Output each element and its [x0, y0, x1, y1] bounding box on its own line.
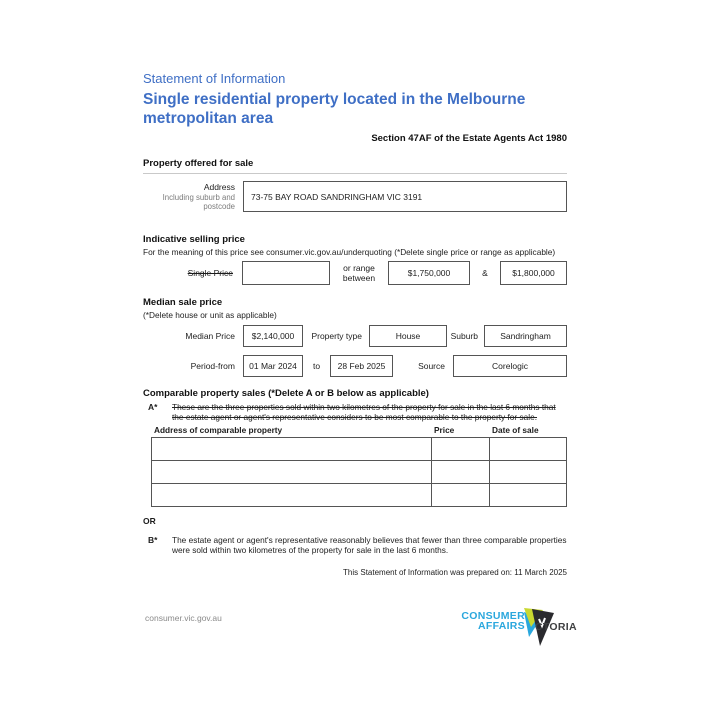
section-heading-indicative-price: Indicative selling price [143, 234, 245, 245]
page-title: Single residential property located in the Melbourne metropolitan area [143, 91, 526, 127]
ampersand-label: & [482, 268, 488, 278]
single-price-label: Single Price [187, 268, 233, 278]
suburb-field[interactable]: Sandringham [484, 325, 567, 347]
period-from-label: Period-from [190, 361, 235, 371]
median-price-label: Median Price [185, 331, 235, 341]
median-price-field[interactable]: $2,140,000 [243, 325, 303, 347]
section-heading-property: Property offered for sale [143, 158, 567, 174]
property-type-field[interactable]: House [369, 325, 447, 347]
address-sublabel: Including suburb and postcode [162, 193, 235, 211]
section-heading-median-price: Median sale price [143, 297, 223, 308]
col-header-price: Price [434, 425, 455, 435]
doc-eyebrow: Statement of Information [143, 71, 286, 86]
source-field[interactable]: Corelogic [453, 355, 567, 377]
address-label: Address [203, 182, 235, 192]
cell-comparable-address[interactable] [152, 484, 432, 507]
option-b-tag: B* [148, 535, 158, 545]
period-to-label: to [312, 361, 321, 371]
cell-comparable-date[interactable] [490, 438, 567, 461]
document-page [143, 0, 567, 577]
single-price-field[interactable] [242, 261, 330, 285]
logo-text-block [453, 611, 525, 631]
footer-url[interactable]: consumer.vic.gov.au [145, 613, 222, 623]
option-a-paragraph [143, 402, 567, 422]
table-row [152, 438, 567, 461]
logo-consumer-text: CONSUMER [461, 610, 525, 622]
logo-affairs-text: AFFAIRS [477, 620, 525, 632]
address-field-row [143, 181, 567, 212]
col-header-date-of-sale: Date of sale [492, 425, 539, 435]
consumer-affairs-victoria-logo [453, 607, 577, 649]
logo-victoria-text: CTORIA [535, 621, 577, 633]
cell-comparable-price[interactable] [432, 484, 490, 507]
prepared-on-line: This Statement of Information was prepared on: 11 March 2025 [343, 568, 567, 577]
comparable-table-header [151, 425, 566, 435]
cell-comparable-date[interactable] [490, 484, 567, 507]
range-low-field[interactable]: $1,750,000 [388, 261, 470, 285]
source-label: Source [418, 361, 445, 371]
table-row [152, 461, 567, 484]
property-type-label: Property type [311, 331, 362, 341]
indicative-price-row [143, 261, 567, 285]
median-price-note: (*Delete house or unit as applicable) [143, 310, 277, 320]
or-label: OR [143, 516, 156, 526]
comparable-sales-table [151, 437, 567, 507]
col-header-address: Address of comparable property [154, 425, 283, 435]
range-between-label: or range between [342, 263, 376, 283]
cell-comparable-price[interactable] [432, 438, 490, 461]
cell-comparable-price[interactable] [432, 461, 490, 484]
section-heading-comparable-sales: Comparable property sales (*Delete A or B below as applicable) [143, 388, 429, 399]
option-b-paragraph [143, 535, 567, 555]
median-price-row [143, 325, 567, 347]
table-row [152, 484, 567, 507]
option-b-text: The estate agent or agent's representative reasonably believes that fewer than three comparable properties were sold within two kilometres of the property for sale in the last 6 months. [172, 535, 567, 555]
period-to-field[interactable]: 28 Feb 2025 [330, 355, 393, 377]
option-a-tag: A* [148, 402, 158, 412]
cell-comparable-address[interactable] [152, 438, 432, 461]
address-label-block [143, 181, 243, 212]
act-section-reference: Section 47AF of the Estate Agents Act 1980 [371, 133, 567, 144]
indicative-price-note: For the meaning of this price see consumer.vic.gov.au/underquoting (*Delete single price or range as applicable) [143, 247, 556, 257]
range-high-field[interactable]: $1,800,000 [500, 261, 567, 285]
suburb-label: Suburb [450, 331, 478, 341]
option-a-text: These are the three properties sold within two kilometres of the property for sale in the last 6 months that the estate agent or agent's representative considers to be most comparable to the property for sale. [172, 402, 556, 422]
cell-comparable-address[interactable] [152, 461, 432, 484]
cell-comparable-date[interactable] [490, 461, 567, 484]
address-field[interactable]: 73-75 BAY ROAD SANDRINGHAM VIC 3191 [243, 181, 567, 212]
period-from-field[interactable]: 01 Mar 2024 [243, 355, 303, 377]
median-period-row [143, 355, 567, 377]
